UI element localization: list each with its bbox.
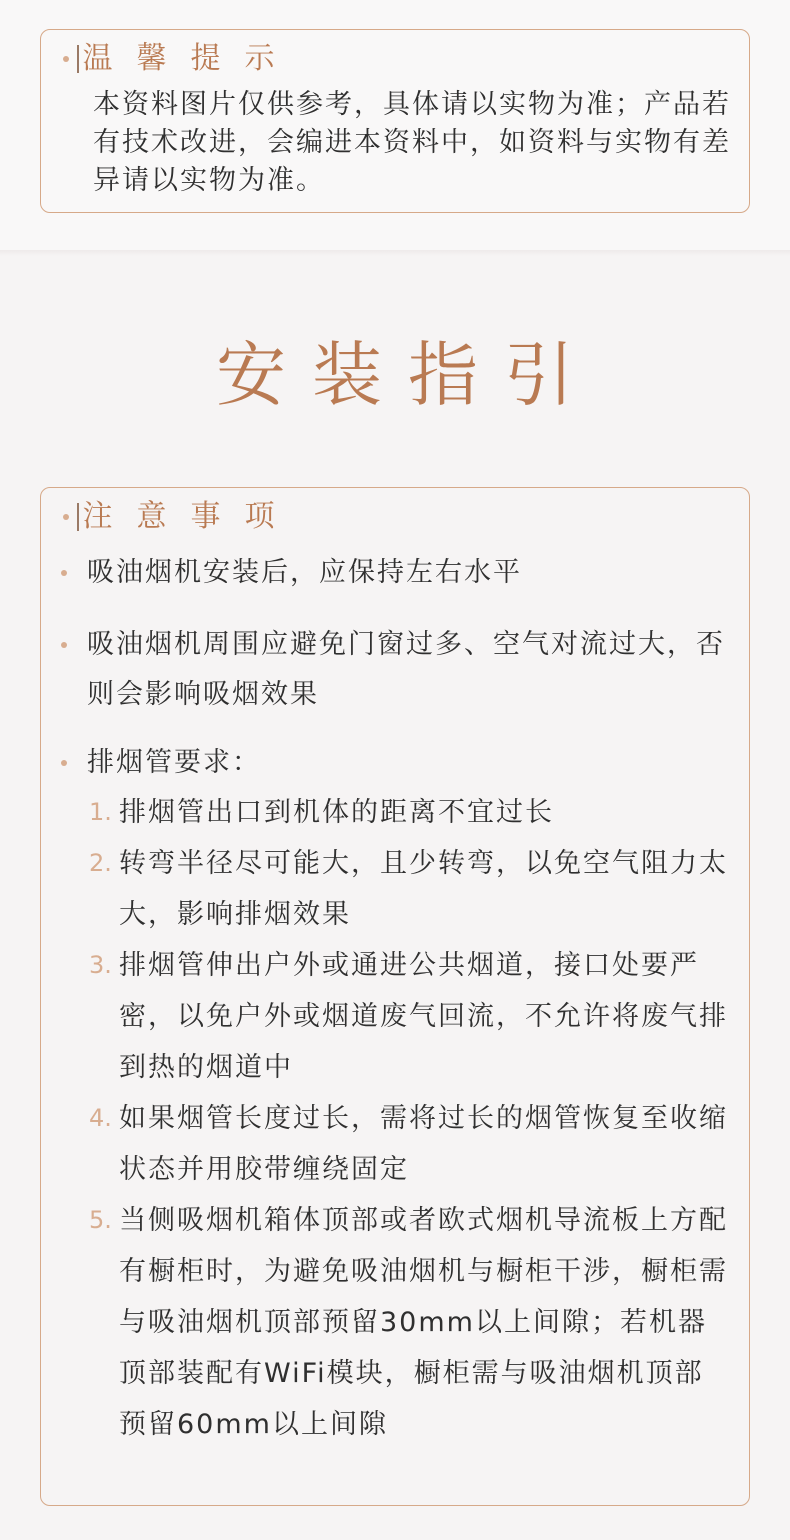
- list-number: 3.: [89, 951, 112, 979]
- divider-bar-icon: [77, 503, 79, 531]
- section-title: 安装指引: [216, 334, 600, 416]
- list-text: 当侧吸烟机箱体顶部或者欧式烟机导流板上方配有橱柜时，为避免吸油烟机与橱柜干涉，橱柜需与吸油烟机顶部预留30mm以上间隙；若机器顶部装配有WiFi模块，橱柜需与吸油烟机顶部预留60mm以上间隙: [119, 1205, 728, 1440]
- list-item: [89, 1093, 741, 1195]
- list-item: [89, 787, 741, 838]
- bullet-text: 吸油烟机周围应避免门窗过多、空气对流过大，否则会影响吸烟效果: [87, 629, 725, 710]
- divider-bar-icon: [77, 45, 79, 73]
- list-text: 排烟管伸出户外或通进公共烟道，接口处要严密，以免户外或烟道废气回流，不允许将废气排到热的烟道中: [119, 950, 728, 1083]
- list-text: 转弯半径尽可能大，且少转弯，以免空气阻力太大，影响排烟效果: [119, 848, 728, 930]
- warm-tip-header: [63, 41, 299, 76]
- warm-tip-heading: 温馨提示: [82, 41, 299, 76]
- list-number: 1.: [89, 798, 112, 826]
- list-number: 5.: [89, 1206, 112, 1234]
- warm-tip-body: 本资料图片仅供参考，具体请以实物为准；产品若有技术改进，会编进本资料中，如资料与实物有差异请以实物为准。: [93, 89, 731, 196]
- bullet-dot-icon: [61, 570, 67, 576]
- bullet-dot-icon: [61, 642, 67, 648]
- bullet-dot-icon: [61, 760, 67, 766]
- list-item: [89, 1195, 741, 1450]
- section-divider: [0, 250, 790, 256]
- list-number: 2.: [89, 849, 112, 877]
- list-item: [61, 548, 741, 598]
- list-item: [61, 738, 741, 788]
- bullet-text: 排烟管要求：: [87, 747, 261, 778]
- list-text: 排烟管出口到机体的距离不宜过长: [119, 797, 554, 828]
- list-item: [61, 620, 741, 720]
- notes-heading: 注意事项: [82, 499, 299, 534]
- list-number: 4.: [89, 1104, 112, 1132]
- bullet-dot-icon: [63, 514, 69, 520]
- notes-box: [40, 487, 750, 1506]
- list-text: 如果烟管长度过长，需将过长的烟管恢复至收缩状态并用胶带缠绕固定: [119, 1103, 728, 1185]
- list-item: [89, 940, 741, 1093]
- bullet-text: 吸油烟机安装后，应保持左右水平: [87, 557, 522, 588]
- warm-tip-box: [40, 29, 750, 213]
- notes-header: [63, 499, 299, 534]
- bullet-dot-icon: [63, 56, 69, 62]
- list-item: [89, 838, 741, 940]
